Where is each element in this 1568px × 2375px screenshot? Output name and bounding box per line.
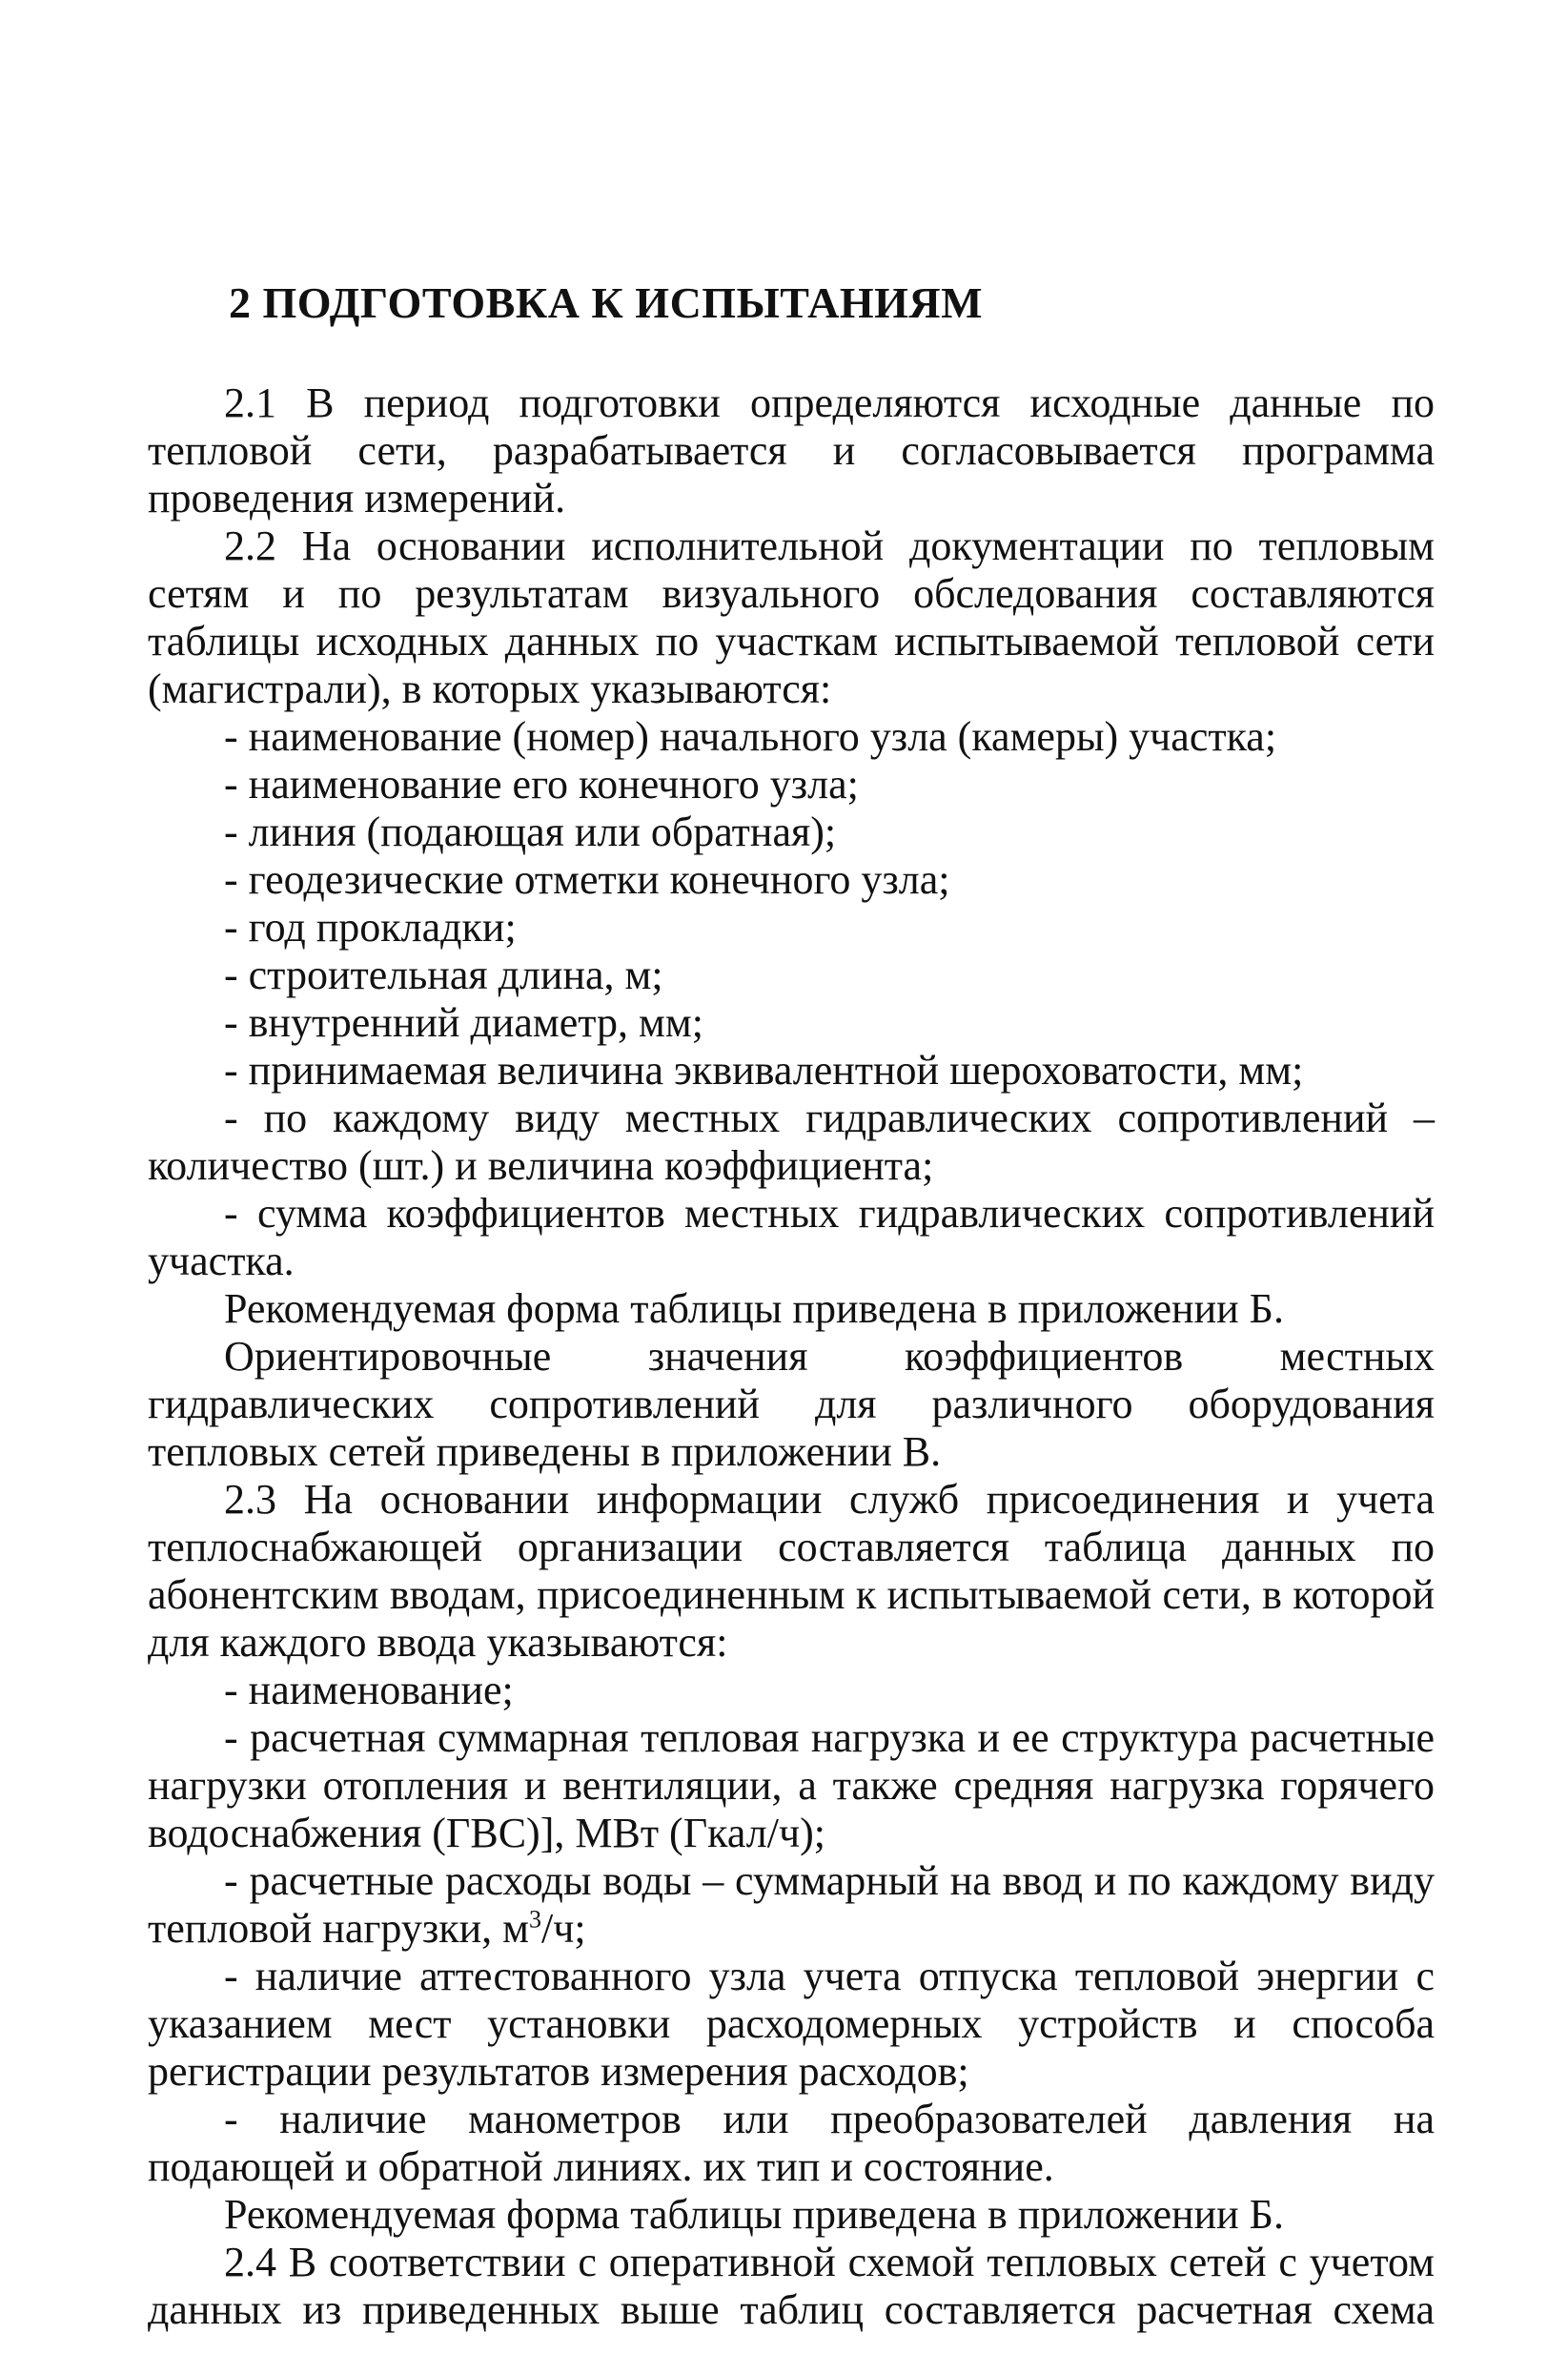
list-item: - линия (подающая или обратная); <box>224 809 837 855</box>
paragraph-2-1: 2.1 В период подготовки определяются исходные данные по тепловой сети, разрабатывается и согласовывается программа проведения измерений. <box>148 379 1435 522</box>
list-item-water-flow <box>148 1857 1435 1953</box>
paragraph-2-4: 2.4 В соответствии с оперативной схемой тепловых сетей с учетом данных из приведенных выше таблиц составляется расчетная схема <box>148 2239 1435 2333</box>
paragraph-2-2: 2.2 На основании исполнительной документации по тепловым сетям и по результатам визуального обследования составляются таблицы исходных данных по участкам испытываемой тепловой сети (магистрали), в которых указываются: <box>148 522 1435 712</box>
list-item-text: - расчетные расходы воды – суммарный на ввод и по каждому виду тепловой нагрузки, м <box>148 1857 1435 1952</box>
list-item: - строительная длина, м; <box>224 952 663 998</box>
unit-superscript: 3 <box>528 1905 541 1934</box>
list-item: - по каждому виду местных гидравлических сопротивлений – количество (шт.) и величина коэффициента; <box>148 1095 1435 1189</box>
list-item: - расчетная суммарная тепловая нагрузка и ее структура расчетные нагрузки отопления и вентиляции, а также средняя нагрузка горячего водоснабжения (ГВС)], МВт (Гкал/ч); <box>148 1714 1435 1856</box>
list-item: - сумма коэффициентов местных гидравлических сопротивлений участка. <box>148 1190 1435 1284</box>
list-item: - наличие манометров или преобразователей давления на подающей и обратной линиях. их тип и состояние. <box>148 2096 1435 2190</box>
list-item: - внутренний диаметр, мм; <box>224 999 703 1046</box>
list-item: - наименование его конечного узла; <box>224 761 859 808</box>
section-heading: 2 ПОДГОТОВКА К ИСПЫТАНИЯМ <box>229 278 984 327</box>
note-appendix-v: Ориентировочные значения коэффициентов местных гидравлических сопротивлений для различного оборудования тепловых сетей приведены в приложении В. <box>148 1333 1435 1475</box>
list-item: - наличие аттестованного узла учета отпуска тепловой энергии с указанием мест установки расходомерных устройств и способа регистрации результатов измерения расходов; <box>148 1953 1435 2095</box>
list-item: - год прокладки; <box>224 904 517 951</box>
document-page <box>148 276 1435 2334</box>
source-data-list <box>148 713 1435 1285</box>
list-item: - принимаемая величина эквивалентной шероховатости, мм; <box>224 1047 1304 1094</box>
subscriber-data-list <box>148 1667 1435 2191</box>
list-item: - наименование; <box>224 1667 514 1713</box>
note-appendix-b: Рекомендуемая форма таблицы приведена в приложении Б. <box>224 1285 1284 1332</box>
list-item: - геодезические отметки конечного узла; <box>224 856 950 903</box>
note-appendix-b-2: Рекомендуемая форма таблицы приведена в приложении Б. <box>224 2191 1284 2238</box>
unit-tail: /ч; <box>540 1905 586 1952</box>
paragraph-2-3: 2.3 На основании информации служб присоединения и учета теплоснабжающей организации составляется таблица данных по абонентским вводам, присоединенным к испытываемой сети, в которой для каждого ввода указываются: <box>148 1476 1435 1666</box>
list-item: - наименование (номер) начального узла (камеры) участка; <box>224 713 1277 760</box>
